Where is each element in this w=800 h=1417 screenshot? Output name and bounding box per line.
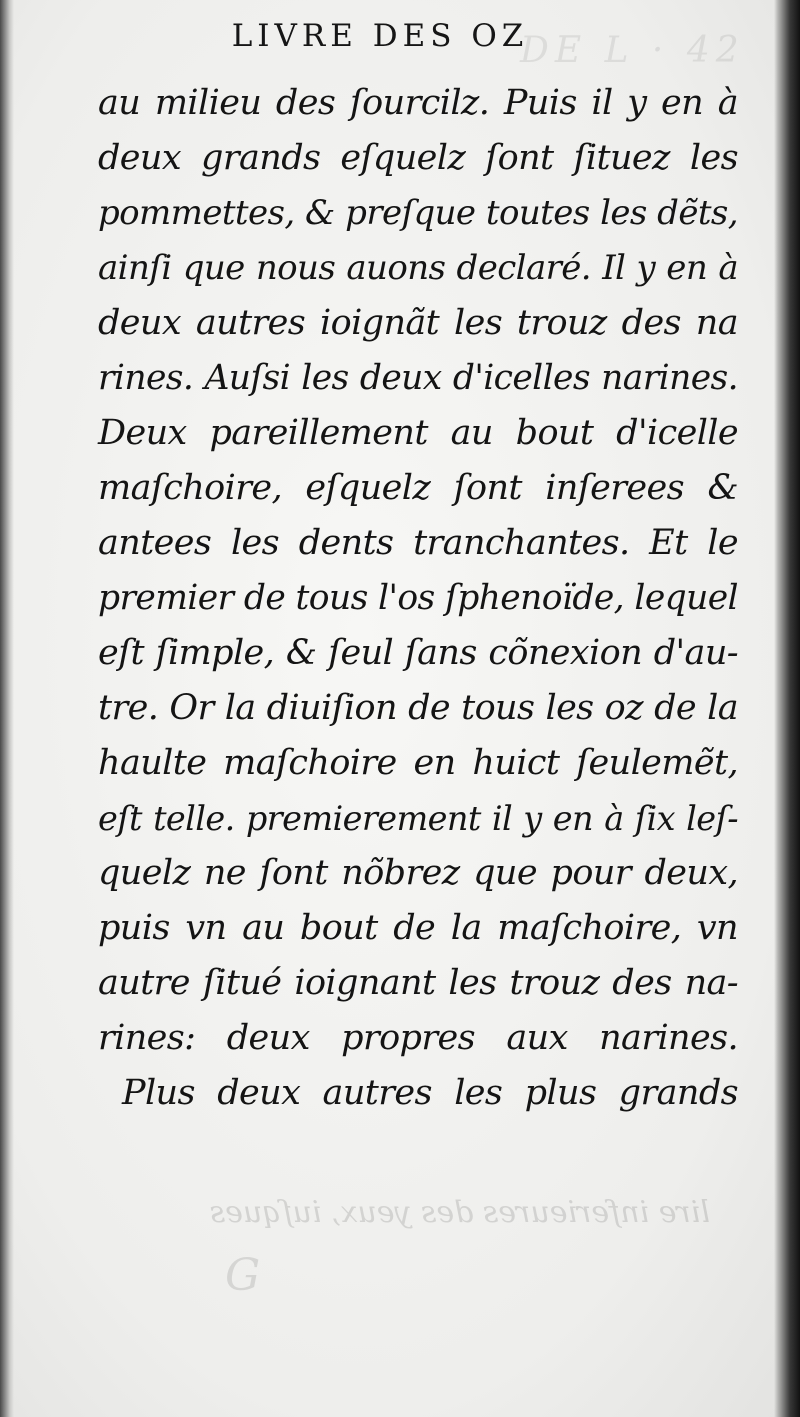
text-line: antees les dents tranchantes. Et le: [98, 523, 738, 563]
text-line: rines: deux propres aux narines.: [98, 1018, 738, 1058]
text-line: Deux pareillement au bout d'icelle: [98, 413, 738, 453]
page-left-edge: [0, 0, 14, 1417]
body-text: [98, 76, 738, 1121]
text-line: deux grands eſquelz ſont ſituez les: [98, 138, 738, 178]
text-line: maſchoire, eſquelz ſont inſerees &: [98, 468, 738, 508]
text-line: rines. Auſsi les deux d'icelles narines.: [98, 358, 738, 398]
show-through-signature: G: [225, 1250, 261, 1301]
text-line: Plus deux autres les plus grands: [122, 1073, 738, 1113]
running-head: LIVRE DES OZ: [231, 18, 529, 54]
text-line: eſt telle. premierement il y en à ſix leſ-: [98, 799, 738, 838]
text-line: eſt ſimple, & ſeul ſans cõnexion d'au-: [98, 633, 738, 673]
text-line: autre ſitué ioignant les trouz des na-: [98, 963, 738, 1003]
show-through-bottom: lire inferieures des yeux, iuſques: [209, 1195, 710, 1230]
text-line: deux autres ioignãt les trouz des na: [98, 303, 738, 343]
show-through-top: DE L · 42: [520, 30, 745, 71]
page-right-edge: [774, 0, 800, 1417]
text-line: au milieu des ſourcilz. Puis il y en à: [98, 83, 738, 123]
text-line: premier de tous l'os ſphenoïde, lequel: [98, 578, 738, 618]
text-line: ainſi que nous auons declaré. Il y en à: [98, 248, 738, 288]
text-line: pommettes, & preſque toutes les dẽts,: [98, 193, 738, 233]
text-line: puis vn au bout de la maſchoire, vn: [98, 908, 738, 948]
text-line: tre. Or la diuiſion de tous les oz de la: [98, 688, 738, 728]
text-line: haulte maſchoire en huict ſeulemẽt,: [98, 743, 738, 783]
text-line: quelz ne ſont nõbrez que pour deux,: [98, 853, 738, 893]
